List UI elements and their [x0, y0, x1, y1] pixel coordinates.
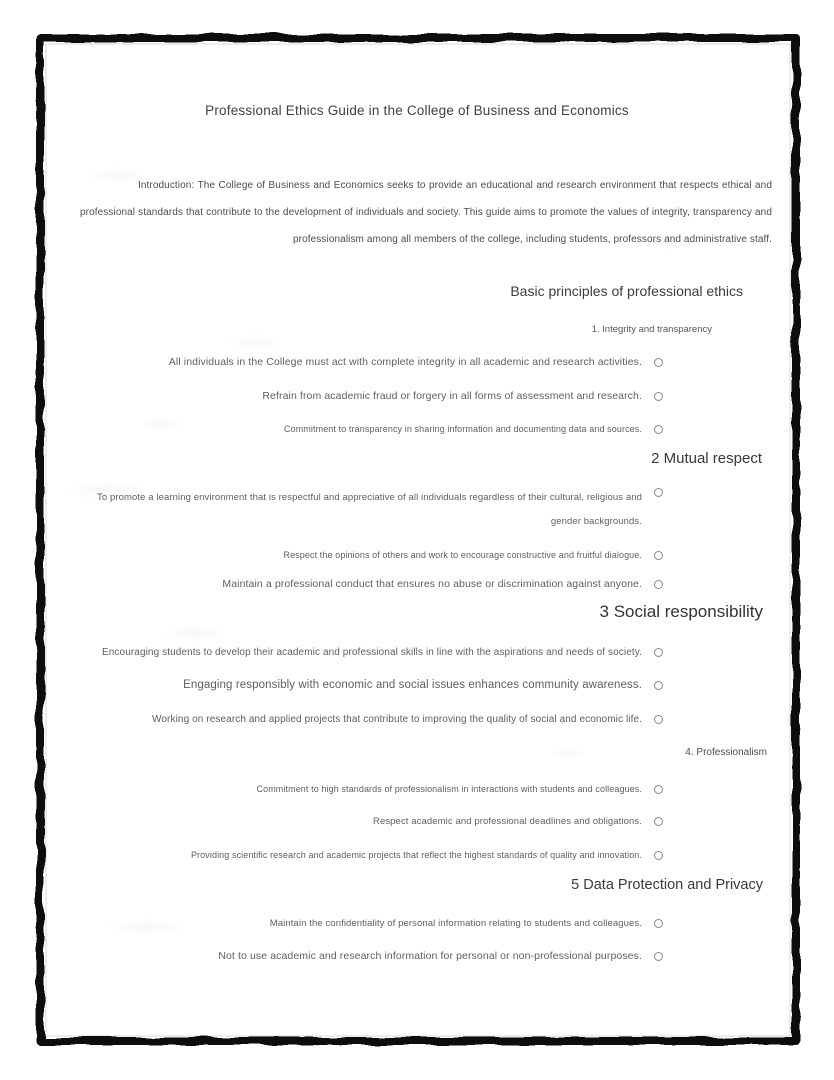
radio-button-icon[interactable] — [654, 952, 663, 961]
radio-button-icon[interactable] — [654, 648, 663, 657]
radio-button-icon[interactable] — [654, 392, 663, 401]
scan-artifact-smudge — [548, 748, 588, 758]
scan-artifact-smudge — [104, 920, 188, 934]
option-row — [373, 816, 663, 827]
option-row — [152, 714, 663, 725]
radio-button-icon[interactable] — [654, 425, 663, 434]
option-label: Maintain a professional conduct that ensures no abuse or discrimination against anyone. — [222, 578, 642, 590]
radio-button-icon[interactable] — [654, 817, 663, 826]
option-label: Not to use academic and research information for personal or non-professional purposes. — [218, 950, 642, 962]
radio-button-icon[interactable] — [654, 488, 663, 497]
radio-button-icon[interactable] — [654, 715, 663, 724]
option-row — [90, 486, 663, 534]
radio-button-icon[interactable] — [654, 580, 663, 589]
radio-button-icon[interactable] — [654, 551, 663, 560]
section-heading-integrity-transparency: 1. Integrity and transparency — [591, 324, 712, 335]
option-label: Commitment to high standards of professionalism in interactions with students and colleagues. — [256, 784, 642, 794]
document-title: Professional Ethics Guide in the College of Business and Economics — [205, 103, 629, 118]
option-label: Engaging responsibly with economic and social issues enhances community awareness. — [183, 679, 642, 691]
option-row — [169, 356, 663, 368]
section-heading-basic-principles: Basic principles of professional ethics — [510, 283, 743, 299]
option-label: Respect the opinions of others and work to encourage constructive and fruitful dialogue. — [283, 550, 642, 560]
scan-artifact-smudge — [140, 418, 186, 430]
option-row — [270, 918, 663, 929]
option-row — [284, 424, 663, 434]
option-label: Working on research and applied projects that contribute to improving the quality of social and economic life. — [152, 714, 642, 725]
radio-button-icon[interactable] — [654, 785, 663, 794]
option-row — [222, 578, 663, 590]
option-row — [283, 550, 663, 560]
option-label: Maintain the confidentiality of personal information relating to students and colleagues. — [269, 918, 642, 929]
option-label: Commitment to transparency in sharing information and documenting data and sources. — [284, 424, 642, 434]
option-label: Providing scientific research and academic projects that reflect the highest standards of quality and innovation. — [190, 850, 642, 860]
option-row — [218, 950, 663, 962]
section-heading-professionalism: 4. Professionalism — [685, 747, 767, 758]
scan-artifact-smudge — [160, 626, 230, 640]
option-label: All individuals in the College must act with complete integrity in all academic and research activities. — [168, 356, 642, 368]
introduction-paragraph: Introduction: The College of Business and Economics seeks to provide an educational and research environment that respects ethical and professional standards that contribute to the development of individuals and society. This guide aims to promote the values of integrity, transparency and professionalism among all members of the college, including students, professors and administrative staff. — [80, 180, 772, 245]
option-label: To promote a learning environment that is respectful and appreciative of all individuals regardless of their cultural, religious and gender backgrounds. — [97, 492, 642, 527]
scan-artifact-smudge — [225, 336, 285, 348]
option-row — [102, 647, 663, 658]
radio-button-icon[interactable] — [654, 919, 663, 928]
section-heading-social-responsibility: 3 Social responsibility — [599, 602, 763, 621]
option-row — [183, 679, 663, 691]
option-row — [257, 784, 664, 794]
option-label: Refrain from academic fraud or forgery in all forms of assessment and research. — [262, 390, 642, 402]
option-label: Respect academic and professional deadlines and obligations. — [372, 816, 642, 827]
section-heading-data-protection-privacy: 5 Data Protection and Privacy — [571, 877, 763, 893]
option-row — [191, 850, 663, 860]
section-heading-mutual-respect: 2 Mutual respect — [651, 450, 762, 467]
option-label: Encouraging students to develop their academic and professional skills in line with the aspirations and needs of society. — [102, 647, 642, 658]
radio-button-icon[interactable] — [654, 358, 663, 367]
radio-button-icon[interactable] — [654, 681, 663, 690]
option-row — [262, 390, 663, 402]
radio-button-icon[interactable] — [654, 851, 663, 860]
